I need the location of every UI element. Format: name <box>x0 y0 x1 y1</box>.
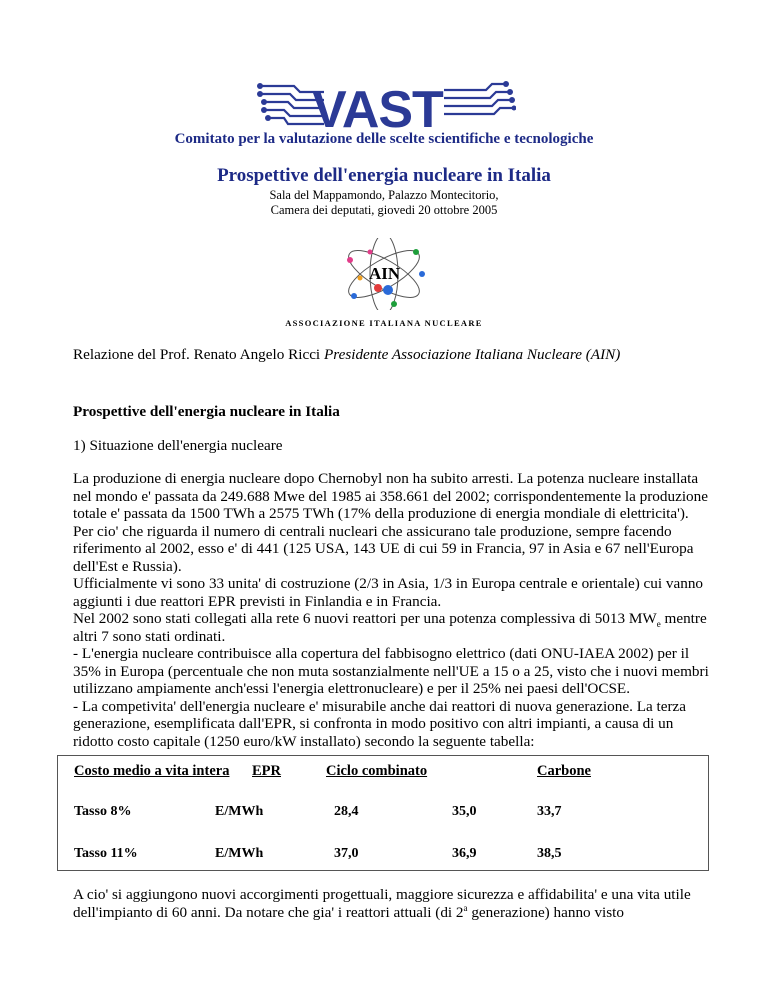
vast-logo-text: VAST <box>312 81 443 130</box>
ain-caption: ASSOCIAZIONE ITALIANA NUCLEARE <box>285 318 483 328</box>
table-row-1-epr: 28,4 <box>334 804 359 819</box>
table-header-carbone: Carbone <box>537 763 591 779</box>
cost-table <box>57 755 709 871</box>
table-row-1-label: Tasso 8% <box>74 804 132 819</box>
body-text <box>73 470 713 750</box>
after-sup: a <box>463 902 468 913</box>
paragraph-after-table <box>73 886 713 921</box>
intro-role: Presidente Associazione Italiana Nucleare (AIN) <box>323 346 621 363</box>
table-row-2-carbone: 38,5 <box>537 846 562 861</box>
table-row-1-carbone: 33,7 <box>537 804 562 819</box>
ain-logo-text: AIN <box>369 264 401 283</box>
venue-info <box>0 188 768 218</box>
paragraph-4-b: mentre altri 7 sono stati ordinati. <box>73 610 707 645</box>
vast-logo <box>254 80 516 130</box>
after-a: A cio' si aggiungono nuovi accorgimenti progettuali, maggiore sicurezza e affidabilita' e una vita utile dell'impianto di 60 anni. Da notare che gia' i reattori attuali (di 2 <box>73 886 691 921</box>
after-b: generazione) hanno visto <box>467 903 624 921</box>
section-title: Prospettive dell'energia nucleare in Italia <box>73 403 340 420</box>
table-header-cost: Costo medio a vita intera <box>74 763 230 779</box>
paragraph-4-sub: e <box>656 619 661 630</box>
table-header-ciclo: Ciclo combinato <box>326 763 428 779</box>
ain-atom-logo <box>338 238 430 310</box>
paragraph-1: La produzione di energia nucleare dopo Chernobyl non ha subito arresti. La potenza nucleare installata nel mondo e' passata da 249.688 Mwe del 1985 ai 358.661 del 2002; corrispondentemente la produzione totale e' passata da 1500 TWh a 2575 TWh (17% della produzione di energia mondiale di elettricita'). <box>73 470 708 522</box>
table-row-1-unit: E/MWh <box>215 804 264 819</box>
table-row-2-unit: E/MWh <box>215 846 264 861</box>
report-intro <box>73 346 713 364</box>
paragraph-2: Per cio' che riguarda il numero di centrali nucleari che assicurano tale produzione, sempre facendo riferimento al 2002, esso e' di 441 (125 USA, 143 UE di cui 59 in Francia, 97 in Asia e 67 nell'Europa dell'Est e Russia). <box>73 522 694 575</box>
paragraph-5: - L'energia nucleare contribuisce alla copertura del fabbisogno elettrico (dati ONU-IAEA 2002) per il 35% in Europa (percentuale che non muta sostanzialmente nell'UE a 15 o a 25, visto che i nuovi membri utilizzano ampiamente anch'essi l'energia elettronucleare) e per il 25% nei paesi dell'OCSE. <box>73 645 709 697</box>
table-row-2-cc: 36,9 <box>452 846 477 861</box>
paragraph-4 <box>73 610 713 645</box>
venue-line-1: Sala del Mappamondo, Palazzo Montecitorio, <box>269 188 499 202</box>
subsection-title: 1) Situazione dell'energia nucleare <box>73 437 283 454</box>
page-title: Prospettive dell'energia nucleare in Italia <box>217 165 551 186</box>
table-header-epr: EPR <box>252 763 281 779</box>
committee-name: Comitato per la valutazione delle scelte scientifiche e tecnologiche <box>174 131 594 147</box>
venue-line-2: Camera dei deputati, giovedi 20 ottobre 2005 <box>270 203 498 217</box>
table-row-2-epr: 37,0 <box>334 846 359 861</box>
table-row-2-label: Tasso 11% <box>74 846 138 861</box>
table-row-1-cc: 35,0 <box>452 804 477 819</box>
paragraph-6: - La competivita' dell'energia nucleare e' misurabile anche dai reattori di nuova generazione. La terza generazione, esemplificata dall'EPR, si confronta in modo positivo con altri impianti, a causa di un ridotto costo capitale (1250 euro/kW installato) secondo la seguente tabella: <box>73 697 687 750</box>
paragraph-3: Ufficialmente vi sono 33 unita' di costruzione (2/3 in Asia, 1/3 in Europa centrale e orientale) cui vanno aggiunti i due reattori EPR previsti in Finlandia e in Francia. <box>73 575 704 610</box>
paragraph-4-a: Nel 2002 sono stati collegati alla rete 6 nuovi reattori per una potenza complessiva di 5013 MW <box>73 610 657 627</box>
intro-lead: Relazione del Prof. Renato Angelo Ricci <box>73 346 324 363</box>
